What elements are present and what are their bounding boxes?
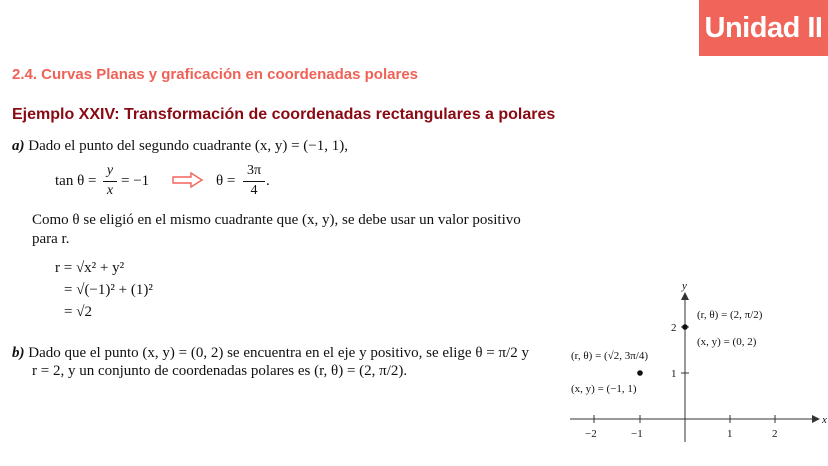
y-axis-label: y (682, 280, 687, 292)
x-axis-arrow-icon (812, 415, 820, 423)
y-tick-label: 2 (671, 322, 677, 334)
tan-lhs: tan θ = (55, 173, 97, 189)
point-b (682, 324, 688, 330)
unit-badge-label: Unidad II (704, 12, 823, 44)
part-a-label: a) (12, 138, 25, 154)
point-b-polar-label: (r, θ) = (2, π/2) (697, 309, 763, 321)
y-axis-arrow-icon (681, 292, 689, 300)
x-tick-label: −2 (585, 428, 597, 440)
x-tick-label: 1 (727, 428, 733, 440)
point-b-rect-label: (x, y) = (0, 2) (697, 336, 757, 348)
section-title: 2.4. Curvas Planas y graficación en coordenadas polares (12, 66, 419, 83)
point-a-polar-label: (r, θ) = (√2, 3π/4) (571, 350, 648, 362)
x-tick-label: −1 (631, 428, 643, 440)
point-a (637, 370, 643, 376)
tan-denominator: x (106, 183, 114, 198)
point-a-rect-label: (x, y) = (−1, 1) (571, 383, 637, 395)
theta-end: . (266, 173, 270, 189)
tan-rhs: = −1 (121, 173, 150, 189)
explanation-line-2: para r. (32, 231, 70, 247)
r-equation-line-1: r = √x² + y² (55, 260, 125, 276)
x-axis-label: x (822, 414, 827, 426)
part-a-statement: Dado el punto del segundo cuadrante (x, y) = (−1, 1), (28, 138, 348, 154)
theta-lhs: θ = (216, 173, 236, 189)
part-b-label: b) (12, 345, 25, 361)
part-b-line-2: r = 2, y un conjunto de coordenadas polares es (r, θ) = (2, π/2). (32, 363, 408, 379)
part-b-line-1: Dado que el punto (x, y) = (0, 2) se encuentra en el eje y positivo, se elige θ = π/2 y (28, 345, 529, 361)
theta-denominator: 4 (250, 183, 258, 198)
x-tick-label: 2 (772, 428, 778, 440)
r-equation-line-3: = √2 (64, 304, 92, 320)
r-equation-line-2: = √(−1)² + (1)² (64, 282, 153, 298)
tan-numerator: y (106, 163, 114, 178)
y-tick-label: 1 (671, 368, 677, 380)
theta-numerator: 3π (246, 163, 262, 178)
example-title: Ejemplo XXIV: Transformación de coordenadas rectangulares a polares (12, 106, 556, 123)
explanation-line-1: Como θ se eligió en el mismo cuadrante que (x, y), se debe usar un valor positivo (32, 212, 521, 228)
